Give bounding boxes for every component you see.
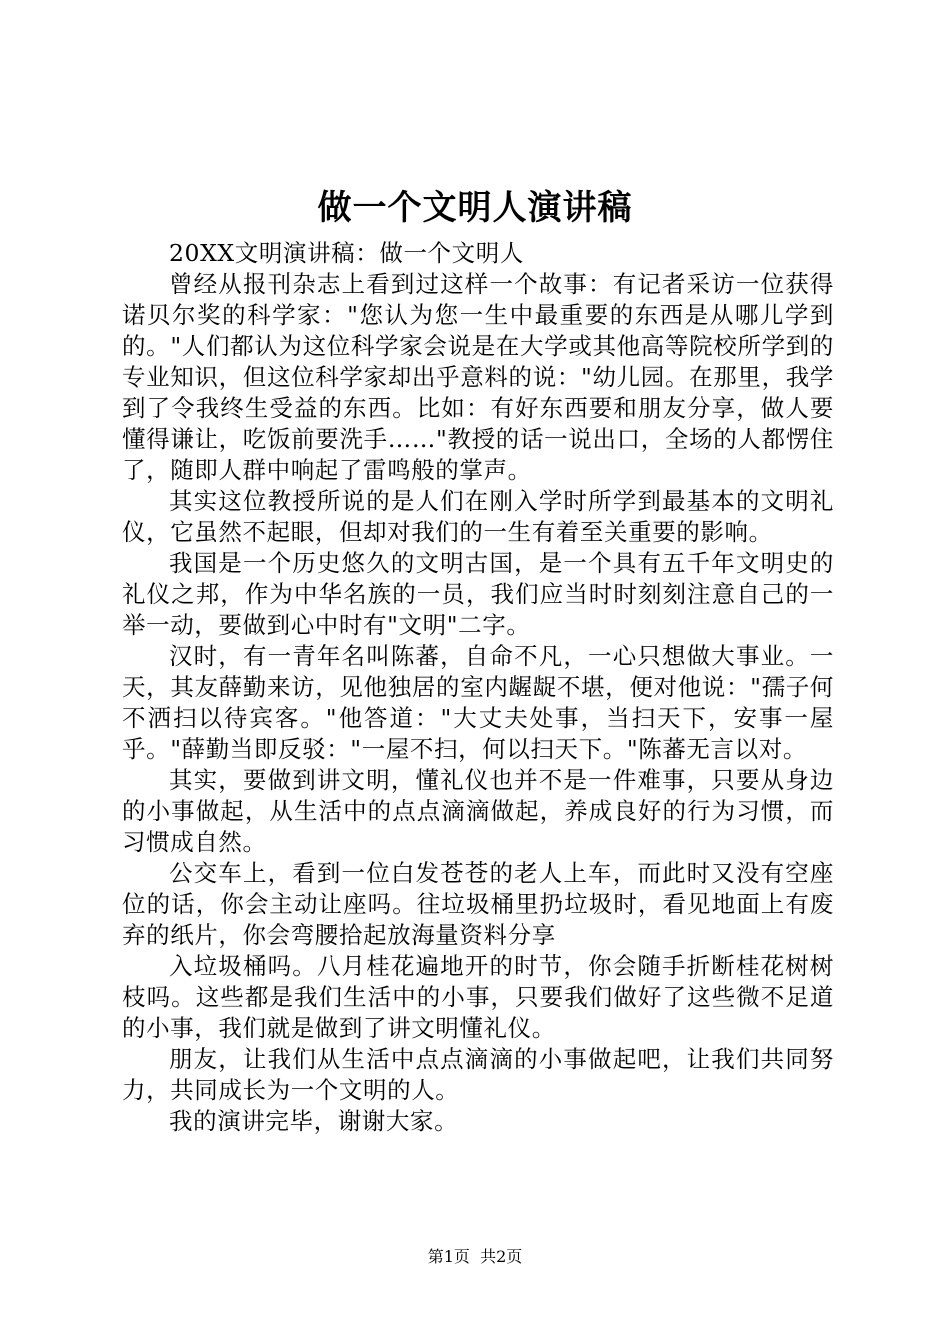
paragraph-friends: 朋友，让我们从生活中点点滴滴的小事做起吧，让我们共同努力，共同成长为一个文明的人。 — [122, 1045, 834, 1104]
document-title: 做一个文明人演讲稿 — [317, 188, 633, 228]
document-body — [122, 238, 834, 1137]
page-number: 第1页 — [427, 1247, 470, 1266]
paragraph-etiquette: 其实这位教授所说的是人们在刚入学时所学到最基本的文明礼仪，它虽然不起眼，但却对我们的一生有着至关重要的影响。 — [122, 487, 834, 546]
page-footer — [0, 1246, 950, 1268]
paragraph-story: 曾经从报刊杂志上看到过这样一个故事：有记者采访一位获得诺贝尔奖的科学家："您认为您一生中最重要的东西是从哪儿学到的。"人们都认为这位科学家会说是在大学或其他高等院校所学到的专业知识，但这位科学家却出乎意料的说："幼儿园。在那里，我学到了令我终生受益的东西。比如：有好东西要和朋友分享，做人要懂得谦让，吃饭前要洗手……"教授的话一说出口，全场的人都愣住了，随即人群中响起了雷鸣般的掌声。 — [122, 270, 834, 484]
paragraph-bus: 公交车上，看到一位白发苍苍的老人上车，而此时又没有空座位的话，你会主动让座吗。往垃圾桶里扔垃圾时，看见地面上有废弃的纸片，你会弯腰拾起放海量资料分享 — [122, 859, 834, 949]
paragraph-chenfan: 汉时，有一青年名叫陈蕃，自命不凡，一心只想做大事业。一天，其友薛勤来访，见他独居的室内龌龊不堪，便对他说："孺子何不洒扫以待宾客。"他答道："大丈夫处事，当扫天下，安事一屋乎。"薛勤当即反驳："一屋不扫，何以扫天下。"陈蕃无言以对。 — [122, 642, 834, 763]
paragraph-subtitle: 20XX文明演讲稿：做一个文明人 — [169, 239, 524, 267]
paragraph-country: 我国是一个历史悠久的文明古国，是一个具有五千年文明史的礼仪之邦，作为中华名族的一员，我们应当时时刻刻注意自己的一举一动，要做到心中时有"文明"二字。 — [122, 549, 834, 639]
paragraph-trash: 入垃圾桶吗。八月桂花遍地开的时节，你会随手折断桂花树树枝吗。这些都是我们生活中的小事，只要我们做好了这些微不足道的小事，我们就是做到了讲文明懂礼仪。 — [122, 952, 834, 1042]
page-total: 共2页 — [480, 1247, 523, 1266]
paragraph-small-things: 其实，要做到讲文明，懂礼仪也并不是一件难事，只要从身边的小事做起，从生活中的点点滴滴做起，养成良好的行为习惯，而习惯成自然。 — [122, 766, 834, 856]
paragraph-closing: 我的演讲完毕，谢谢大家。 — [169, 1107, 459, 1135]
